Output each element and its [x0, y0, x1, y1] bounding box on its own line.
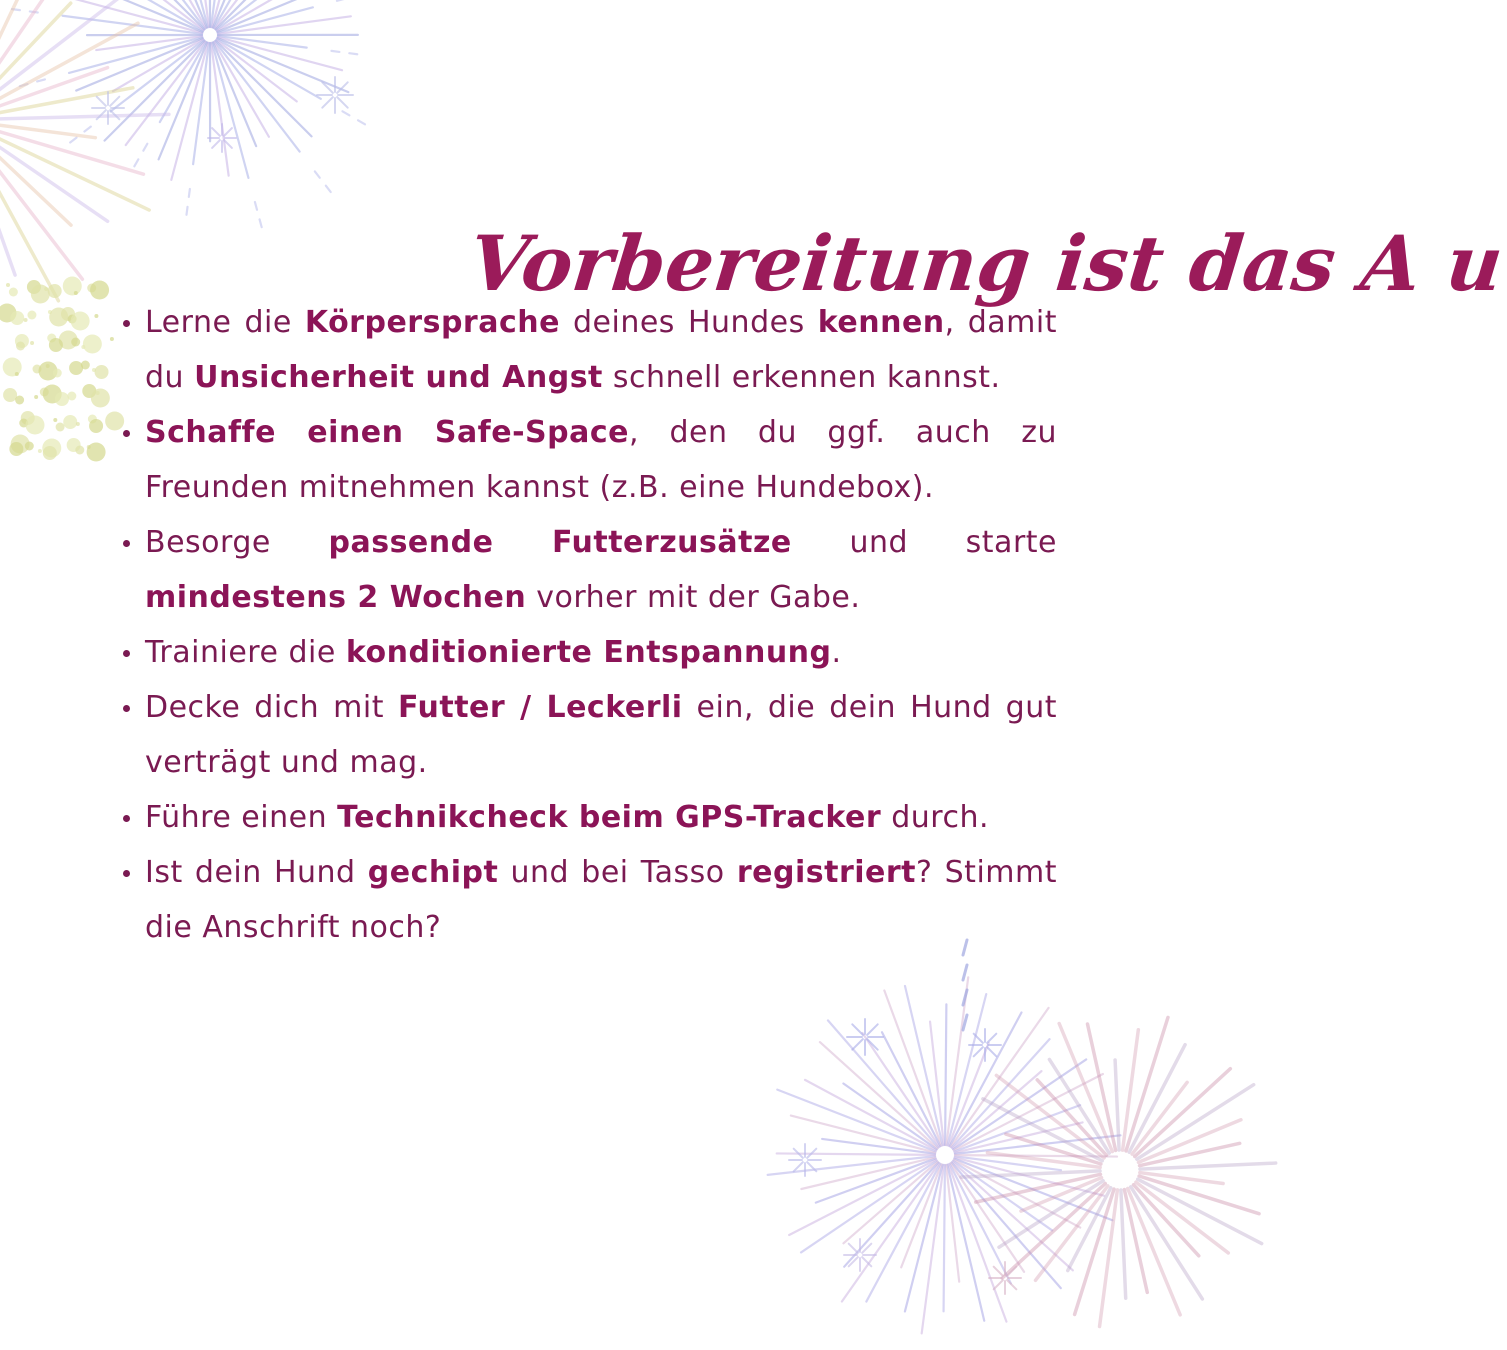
bold-text: Technikcheck beim GPS-Tracker: [337, 800, 882, 835]
bold-text: Schaffe einen Safe-Space: [145, 415, 629, 450]
text: .: [831, 635, 842, 670]
bold-text: mindestens 2 Wochen: [145, 580, 527, 615]
list-item: [145, 845, 1057, 955]
text: vorher mit der Gabe.: [526, 580, 861, 615]
list-item: [145, 680, 1057, 790]
text: Decke dich mit: [145, 690, 399, 725]
bold-text: konditionierte Entspannung: [345, 635, 832, 670]
text: durch.: [881, 800, 990, 835]
text: Besorge: [145, 525, 329, 560]
text: Trainiere die: [145, 635, 346, 670]
text: Ist dein Hund: [145, 855, 368, 890]
text: ? Stimmt die Anschrift noch?: [145, 855, 1057, 945]
text: , damit du: [145, 305, 1057, 395]
bold-text: Futter / Leckerli: [398, 690, 683, 725]
list-item: [145, 295, 1057, 405]
bold-text: passende Futterzusätze: [328, 525, 792, 560]
text: Führe einen: [145, 800, 338, 835]
list-item: [145, 790, 1057, 845]
bold-text: Körpersprache: [304, 305, 560, 340]
bold-text: kennen: [817, 305, 945, 340]
text: und starte: [791, 525, 1057, 560]
preparation-list: [145, 295, 1057, 955]
list-item: [145, 625, 1057, 680]
bold-text: gechipt: [367, 855, 499, 890]
list-item: [145, 515, 1057, 625]
page-title: Vorbereitung ist das A u: [465, 218, 1507, 308]
list-item: [145, 405, 1057, 515]
bold-text: registriert: [736, 855, 917, 890]
text: und bei Tasso: [498, 855, 737, 890]
text: Lerne die: [145, 305, 305, 340]
text: schnell erkennen kannst.: [602, 360, 1001, 395]
text: ein, die dein Hund gut verträgt und mag.: [145, 690, 1058, 780]
text: , den du ggf. auch zu Freunden mitnehmen kannst (z.B. eine Hundebox).: [145, 415, 1057, 505]
bold-text: Unsicherheit und Angst: [194, 360, 603, 395]
text: deines Hundes: [559, 305, 818, 340]
